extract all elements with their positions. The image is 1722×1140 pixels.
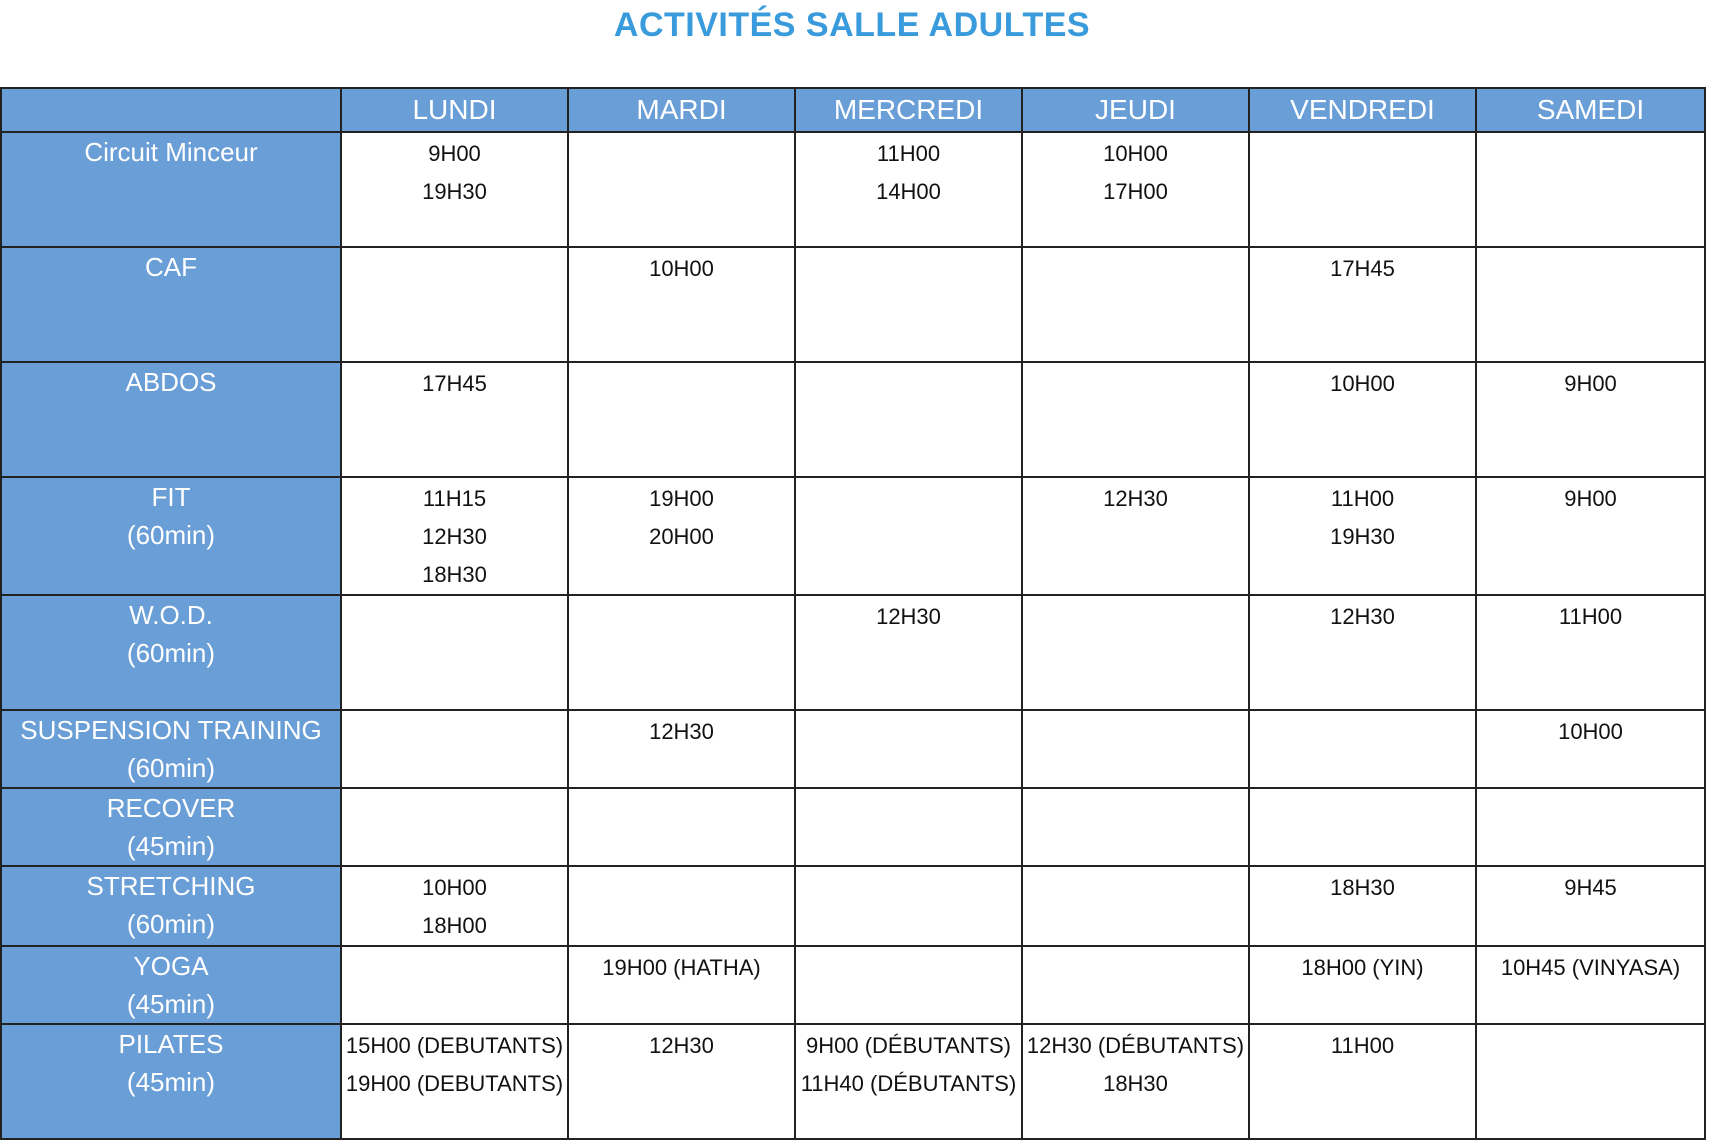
session-time: 9H00 — [428, 141, 481, 166]
schedule-cell-mardi — [568, 595, 795, 710]
activity-duration: (60min) — [126, 520, 216, 550]
schedule-cell-lundi — [341, 595, 568, 710]
schedule-table — [0, 87, 1706, 1140]
activity-name: YOGA — [133, 951, 209, 981]
schedule-cell-mardi — [568, 788, 795, 866]
activity-label-cell — [1, 946, 341, 1024]
schedule-cell-vendredi — [1249, 362, 1476, 477]
activity-duration: (60min) — [126, 638, 216, 668]
session-time: 19H00 (HATHA) — [602, 955, 761, 980]
activity-label-cell — [1, 1024, 341, 1139]
schedule-cell-vendredi — [1249, 247, 1476, 362]
schedule-cell-mardi — [568, 1024, 795, 1139]
schedule-cell-jeudi — [1022, 477, 1249, 595]
activity-name: FIT — [151, 482, 191, 512]
schedule-cell-mercredi — [795, 132, 1022, 247]
schedule-cell-mercredi — [795, 362, 1022, 477]
schedule-cell-vendredi — [1249, 866, 1476, 946]
session-time: 10H00 — [649, 256, 714, 281]
session-time: 10H00 — [1330, 371, 1395, 396]
session-time: 18H00 (YIN) — [1301, 955, 1424, 980]
activity-name: RECOVER — [106, 793, 236, 823]
schedule-cell-lundi — [341, 362, 568, 477]
schedule-cell-jeudi — [1022, 946, 1249, 1024]
session-time: 20H00 — [649, 524, 714, 549]
schedule-cell-jeudi — [1022, 710, 1249, 788]
schedule-cell-vendredi — [1249, 132, 1476, 247]
schedule-cell-samedi — [1476, 866, 1705, 946]
session-time: 11H15 — [422, 486, 487, 511]
schedule-cell-vendredi — [1249, 788, 1476, 866]
activity-label-cell — [1, 710, 341, 788]
session-time: 19H30 — [1330, 524, 1395, 549]
activity-label-cell — [1, 362, 341, 477]
table-row — [1, 866, 1705, 946]
activity-name: ABDOS — [125, 367, 217, 397]
session-time: 9H00 — [1564, 486, 1617, 511]
activity-name: SUSPENSION TRAINING — [20, 715, 322, 745]
session-time: 10H00 — [422, 875, 487, 900]
schedule-cell-samedi — [1476, 788, 1705, 866]
session-time: 11H00 — [1558, 604, 1623, 629]
activity-name: CAF — [145, 252, 197, 282]
table-row — [1, 1024, 1705, 1139]
activity-duration: (45min) — [126, 1067, 216, 1097]
schedule-cell-samedi — [1476, 1024, 1705, 1139]
day-header-jeudi: JEUDI — [1022, 88, 1249, 132]
schedule-cell-vendredi — [1249, 477, 1476, 595]
schedule-cell-jeudi — [1022, 595, 1249, 710]
session-time: 9H00 — [1564, 371, 1617, 396]
session-time: 19H30 — [422, 179, 487, 204]
session-time: 9H45 — [1564, 875, 1617, 900]
schedule-cell-lundi — [341, 866, 568, 946]
schedule-cell-mercredi — [795, 477, 1022, 595]
schedule-cell-samedi — [1476, 710, 1705, 788]
session-time: 15H00 (DEBUTANTS) — [345, 1033, 564, 1058]
activity-name: Circuit Minceur — [84, 137, 258, 167]
activity-label-cell — [1, 132, 341, 247]
schedule-cell-mercredi — [795, 1024, 1022, 1139]
session-time: 18H30 — [1330, 875, 1395, 900]
session-time: 12H30 — [649, 1033, 714, 1058]
schedule-cell-mardi — [568, 132, 795, 247]
schedule-cell-mercredi — [795, 946, 1022, 1024]
schedule-cell-samedi — [1476, 595, 1705, 710]
session-time: 10H00 — [1558, 719, 1623, 744]
session-time: 12H30 (DÉBUTANTS) — [1026, 1033, 1245, 1058]
schedule-cell-vendredi — [1249, 710, 1476, 788]
session-time: 11H00 — [1330, 1033, 1395, 1058]
table-row — [1, 710, 1705, 788]
schedule-cell-samedi — [1476, 362, 1705, 477]
activity-label-cell — [1, 595, 341, 710]
schedule-body — [1, 132, 1705, 1139]
session-time: 17H45 — [422, 371, 487, 396]
schedule-cell-samedi — [1476, 477, 1705, 595]
session-time: 14H00 — [876, 179, 941, 204]
schedule-cell-mardi — [568, 866, 795, 946]
schedule-cell-jeudi — [1022, 362, 1249, 477]
activity-name: PILATES — [118, 1029, 224, 1059]
session-time: 11H40 (DÉBUTANTS) — [800, 1071, 1017, 1096]
activity-duration: (45min) — [126, 831, 216, 861]
page-title: ACTIVITÉS SALLE ADULTES — [613, 6, 1091, 44]
table-row — [1, 132, 1705, 247]
schedule-cell-lundi — [341, 710, 568, 788]
session-time: 18H30 — [1103, 1071, 1168, 1096]
day-header-vendredi: VENDREDI — [1249, 88, 1476, 132]
schedule-cell-mercredi — [795, 710, 1022, 788]
schedule-cell-jeudi — [1022, 866, 1249, 946]
schedule-cell-samedi — [1476, 132, 1705, 247]
schedule-cell-samedi — [1476, 247, 1705, 362]
schedule-cell-jeudi — [1022, 788, 1249, 866]
day-header-mardi: MARDI — [568, 88, 795, 132]
schedule-cell-samedi — [1476, 946, 1705, 1024]
table-row — [1, 788, 1705, 866]
session-time: 19H00 (DEBUTANTS) — [345, 1071, 564, 1096]
schedule-cell-mercredi — [795, 788, 1022, 866]
table-row — [1, 362, 1705, 477]
day-header-lundi: LUNDI — [341, 88, 568, 132]
session-time: 12H30 — [1330, 604, 1395, 629]
activity-label-cell — [1, 788, 341, 866]
header-corner — [1, 88, 341, 132]
session-time: 18H00 — [422, 913, 487, 938]
schedule-cell-vendredi — [1249, 595, 1476, 710]
activity-label-cell — [1, 866, 341, 946]
session-time: 18H30 — [422, 562, 487, 587]
activity-duration: (60min) — [126, 909, 216, 939]
schedule-cell-mardi — [568, 362, 795, 477]
schedule-cell-jeudi — [1022, 132, 1249, 247]
schedule-cell-mercredi — [795, 595, 1022, 710]
session-time: 19H00 — [649, 486, 714, 511]
header-row — [1, 88, 1705, 132]
schedule-cell-lundi — [341, 132, 568, 247]
schedule-cell-jeudi — [1022, 1024, 1249, 1139]
schedule-cell-mercredi — [795, 247, 1022, 362]
schedule-cell-mardi — [568, 710, 795, 788]
schedule-cell-lundi — [341, 946, 568, 1024]
schedule-cell-mardi — [568, 247, 795, 362]
table-row — [1, 946, 1705, 1024]
session-time: 11H00 — [876, 141, 941, 166]
session-time: 12H30 — [876, 604, 941, 629]
activity-duration: (45min) — [126, 989, 216, 1019]
activity-label-cell — [1, 247, 341, 362]
table-row — [1, 595, 1705, 710]
activity-name: W.O.D. — [129, 600, 213, 630]
schedule-cell-lundi — [341, 1024, 568, 1139]
schedule-cell-lundi — [341, 788, 568, 866]
schedule-cell-jeudi — [1022, 247, 1249, 362]
day-header-samedi: SAMEDI — [1476, 88, 1705, 132]
session-time: 9H00 (DÉBUTANTS) — [806, 1033, 1011, 1058]
activity-label-cell — [1, 477, 341, 595]
session-time: 17H45 — [1330, 256, 1395, 281]
session-time: 12H30 — [1103, 486, 1168, 511]
activity-duration: (60min) — [126, 753, 216, 783]
session-time: 10H45 (VINYASA) — [1500, 955, 1681, 980]
session-time: 12H30 — [422, 524, 487, 549]
day-header-mercredi: MERCREDI — [795, 88, 1022, 132]
schedule-cell-lundi — [341, 247, 568, 362]
session-time: 12H30 — [649, 719, 714, 744]
schedule-cell-vendredi — [1249, 1024, 1476, 1139]
schedule-cell-mercredi — [795, 866, 1022, 946]
schedule-cell-mardi — [568, 477, 795, 595]
table-row — [1, 247, 1705, 362]
schedule-cell-mardi — [568, 946, 795, 1024]
session-time: 17H00 — [1103, 179, 1168, 204]
session-time: 10H00 — [1103, 141, 1168, 166]
session-time: 11H00 — [1330, 486, 1395, 511]
schedule-cell-lundi — [341, 477, 568, 595]
table-row — [1, 477, 1705, 595]
activity-name: STRETCHING — [86, 871, 256, 901]
schedule-cell-vendredi — [1249, 946, 1476, 1024]
